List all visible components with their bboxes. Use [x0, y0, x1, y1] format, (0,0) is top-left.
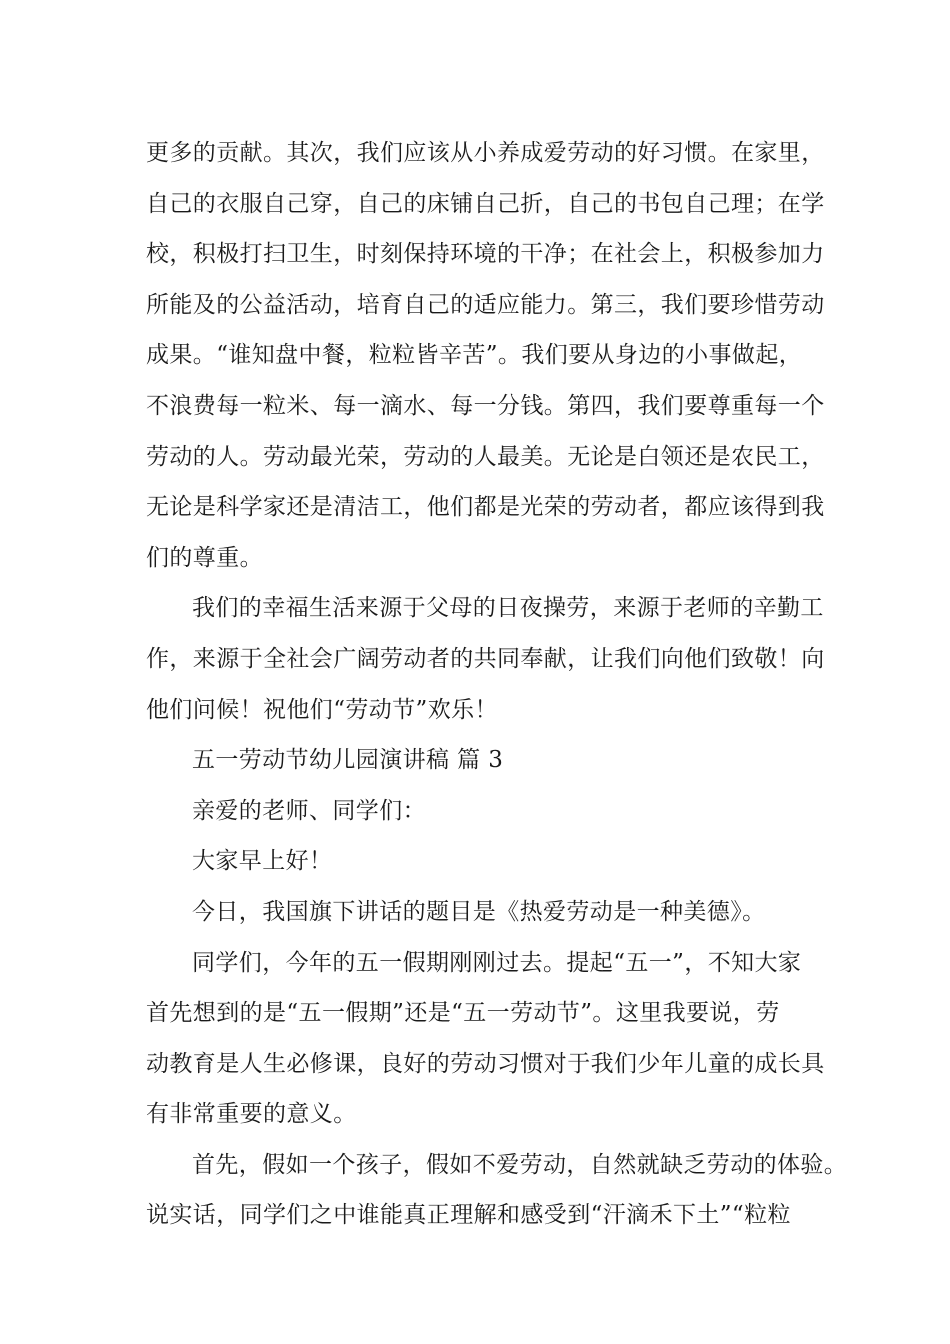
text-line: 劳动的人。劳动最光荣，劳动的人最美。无论是白领还是农民工， [146, 443, 825, 470]
greeting: 大家早上好！ [192, 848, 333, 875]
text-line: 自己的衣服自己穿，自己的床铺自己折，自己的书包自己理；在学 [146, 190, 825, 217]
text-line: 不浪费每一粒米、每一滴水、每一分钱。第四，我们要尊重每一个 [146, 392, 825, 419]
text-line: 们的尊重。 [146, 544, 263, 571]
text-line: 同学们，今年的五一假期刚刚过去。提起“五一”，不知大家 [192, 949, 802, 976]
text-line: 动教育是人生必修课，良好的劳动习惯对于我们少年儿童的成长具 [146, 1050, 825, 1077]
text-line: 他们问候！祝他们“劳动节”欢乐！ [146, 696, 498, 723]
text-line: 无论是科学家还是清洁工，他们都是光荣的劳动者，都应该得到我 [146, 494, 825, 521]
text-line: 说实话，同学们之中谁能真正理解和感受到“汗滴禾下土”“粒粒 [146, 1202, 791, 1229]
text-line: 首先想到的是“五一假期”还是“五一劳动节”。这里我要说，劳 [146, 1000, 780, 1027]
text-line: 更多的贡献。其次，我们应该从小养成爱劳动的好习惯。在家里， [146, 140, 825, 166]
text-line: 成果。“谁知盘中餐，粒粒皆辛苦”。我们要从身边的小事做起， [146, 342, 803, 369]
text-line: 今日，我国旗下讲话的题目是《热爱劳动是一种美德》。 [192, 898, 766, 925]
salutation: 亲爱的老师、同学们： [192, 797, 426, 824]
document-body [146, 128, 848, 1241]
text-line: 校，积极打扫卫生，时刻保持环境的干净；在社会上，积极参加力 [146, 241, 825, 268]
text-line: 有非常重要的意义。 [146, 1101, 357, 1128]
text-line: 所能及的公益活动，培育自己的适应能力。第三，我们要珍惜劳动 [146, 291, 825, 318]
section-heading: 五一劳动节幼儿园演讲稿 篇 3 [192, 747, 504, 774]
text-line: 作，来源于全社会广阔劳动者的共同奉献，让我们向他们致敬！向 [146, 645, 825, 672]
text-line: 首先，假如一个孩子，假如不爱劳动，自然就缺乏劳动的体验。 [192, 1151, 848, 1178]
text-line: 我们的幸福生活来源于父母的日夜操劳，来源于老师的辛勤工 [192, 595, 824, 622]
